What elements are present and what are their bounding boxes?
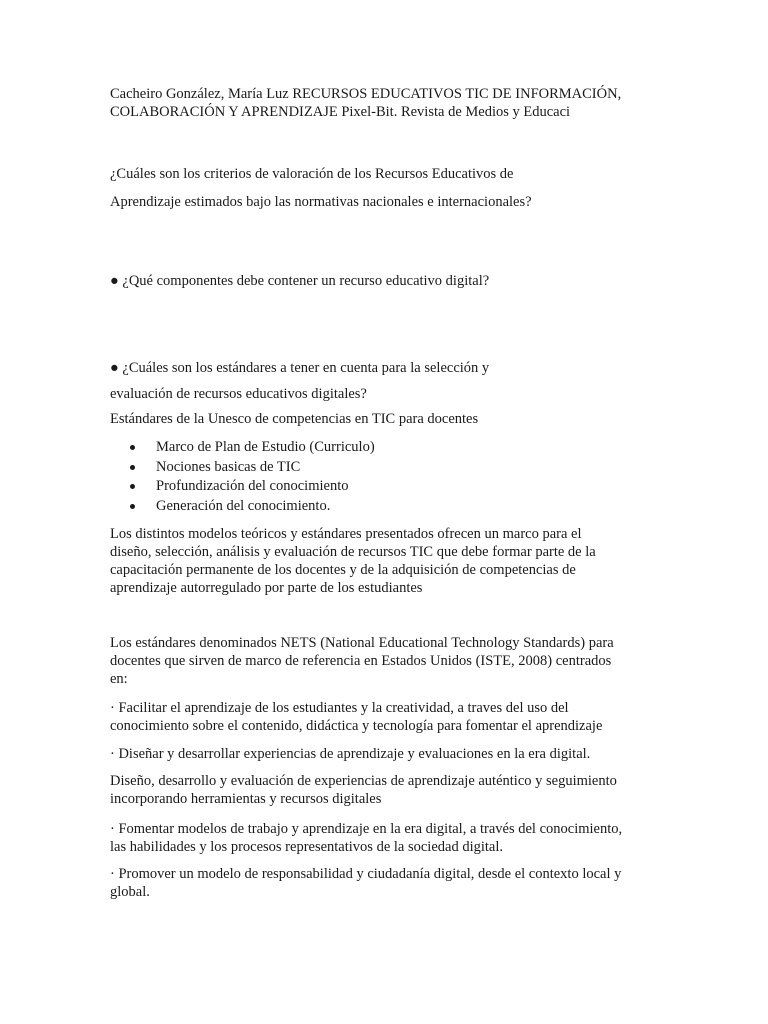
paragraph-line: Los distintos modelos teóricos y estándares presentados ofrecen un marco para el	[110, 526, 582, 542]
paragraph-line: global.	[110, 884, 150, 900]
paragraph-line: · Facilitar el aprendizaje de los estudiantes y la creatividad, a traves del uso del	[110, 700, 569, 716]
paragraph-line: · Diseñar y desarrollar experiencias de aprendizaje y evaluaciones en la era digital.	[110, 746, 591, 762]
paragraph-line: · Fomentar modelos de trabajo y aprendizaje en la era digital, a través del conocimiento,	[110, 821, 623, 837]
citation-header	[110, 85, 670, 121]
citation-line: COLABORACIÓN Y APRENDIZAJE Pixel-Bit. Revista de Medios y Educaci	[110, 104, 571, 120]
bullet-icon	[130, 445, 135, 450]
paragraph-line: aprendizaje autorregulado por parte de los estudiantes	[110, 580, 423, 596]
standard-work-models	[110, 820, 670, 856]
standard-citizenship	[110, 865, 670, 901]
paragraph-line: incorporando herramientas y recursos digitales	[110, 791, 382, 807]
standard-design-detail	[110, 772, 670, 808]
unesco-standards-list	[130, 438, 650, 516]
models-paragraph	[110, 525, 670, 597]
paragraph-line: capacitación permanente de los docentes y de la adquisición de competencias de	[110, 562, 576, 578]
question-criteria	[110, 160, 670, 216]
list-item	[130, 438, 650, 458]
bullet-icon	[130, 465, 135, 470]
paragraph-line: en:	[110, 671, 128, 687]
list-item	[130, 477, 650, 497]
question-components	[110, 272, 670, 290]
question-line: ● ¿Cuáles son los estándares a tener en cuenta para la selección y	[110, 360, 490, 376]
bullet-icon	[130, 504, 135, 509]
list-item	[130, 458, 650, 478]
paragraph-line: docentes que sirven de marco de referencia en Estados Unidos (ISTE, 2008) centrados	[110, 653, 612, 669]
standard-design	[110, 745, 670, 763]
question-line: Aprendizaje estimados bajo las normativas nacionales e internacionales?	[110, 194, 532, 210]
list-item-text: Profundización del conocimiento	[156, 478, 349, 494]
question-line: ¿Cuáles son los criterios de valoración de los Recursos Educativos de	[110, 166, 514, 182]
paragraph-line: conocimiento sobre el contenido, didáctica y tecnología para fomentar el aprendizaje	[110, 718, 603, 734]
paragraph-line: Los estándares denominados NETS (National Educational Technology Standards) para	[110, 635, 614, 651]
unesco-heading	[110, 410, 670, 428]
nets-paragraph	[110, 634, 670, 688]
question-line: ● ¿Qué componentes debe contener un recurso educativo digital?	[110, 273, 490, 289]
list-item	[130, 497, 650, 517]
paragraph-line: Diseño, desarrollo y evaluación de experiencias de aprendizaje auténtico y seguimiento	[110, 773, 617, 789]
list-item-text: Nociones basicas de TIC	[156, 458, 301, 475]
paragraph-line: las habilidades y los procesos representativos de la sociedad digital.	[110, 839, 504, 855]
list-item-text: Generación del conocimiento.	[156, 497, 331, 514]
bullet-icon	[130, 484, 135, 489]
question-standards	[110, 355, 670, 407]
list-item-text: Marco de Plan de Estudio (Curriculo)	[156, 439, 375, 455]
unesco-heading-text: Estándares de la Unesco de competencias en TIC para docentes	[110, 411, 479, 427]
paragraph-line: diseño, selección, análisis y evaluación de recursos TIC que debe formar parte de la	[110, 544, 596, 560]
citation-line: Cacheiro González, María Luz RECURSOS EDUCATIVOS TIC DE INFORMACIÓN,	[110, 86, 622, 102]
paragraph-line: · Promover un modelo de responsabilidad y ciudadanía digital, desde el contexto local y	[110, 866, 622, 882]
standard-facilitate	[110, 699, 670, 735]
question-line: evaluación de recursos educativos digitales?	[110, 386, 367, 402]
